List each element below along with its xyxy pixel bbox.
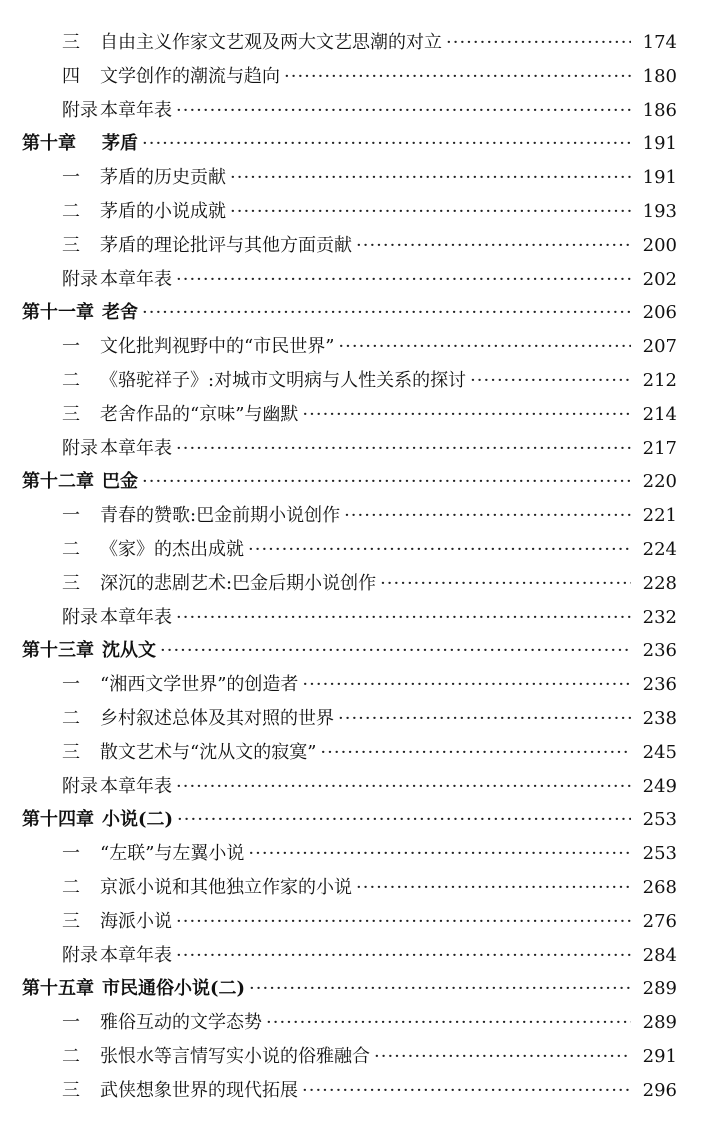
section-number: 三 [62, 403, 80, 425]
toc-section-row [0, 263, 708, 297]
toc-section-row [0, 499, 708, 533]
section-title: 本章年表 [100, 775, 172, 797]
table-of-contents [0, 26, 708, 1108]
chapter-number: 第十章 [22, 133, 76, 155]
dot-leader [356, 229, 631, 263]
chapter-number: 第十五章 [22, 978, 94, 1000]
page-number: 289 [642, 978, 677, 1000]
page-number: 284 [642, 944, 677, 966]
page-number: 207 [642, 336, 677, 358]
page-number: 220 [642, 471, 677, 493]
page-number: 221 [642, 505, 677, 527]
dot-leader [160, 634, 631, 668]
dot-leader [176, 770, 631, 804]
section-number: 二 [62, 538, 80, 560]
dot-leader [176, 432, 631, 466]
section-title: 本章年表 [100, 437, 172, 459]
section-number: 四 [62, 65, 80, 87]
dot-leader [302, 1074, 631, 1108]
page-number: 232 [642, 606, 677, 628]
chapter-number: 第十一章 [22, 302, 94, 324]
page-number: 202 [642, 268, 677, 290]
dot-leader [302, 398, 631, 432]
dot-leader [142, 127, 631, 161]
section-number: 一 [62, 167, 80, 189]
section-number: 附录 [62, 944, 98, 966]
dot-leader [302, 668, 631, 702]
section-number: 一 [62, 1012, 80, 1034]
page-number: 238 [642, 707, 677, 729]
section-title: “左联”与左翼小说 [100, 843, 245, 865]
chapter-number: 第十二章 [22, 471, 94, 493]
page-number: 268 [642, 876, 677, 898]
section-number: 一 [62, 336, 80, 358]
dot-leader [248, 837, 631, 871]
chapter-title: 沈从文 [102, 640, 156, 662]
chapter-title: 市民通俗小说(二) [102, 978, 246, 1000]
section-title: 文学创作的潮流与趋向 [100, 65, 280, 87]
section-number: 一 [62, 505, 80, 527]
chapter-number: 第十三章 [22, 640, 94, 662]
toc-chapter-row [0, 296, 708, 330]
section-title: 本章年表 [100, 268, 172, 290]
dot-leader [176, 94, 631, 128]
dot-leader [446, 26, 631, 60]
section-number: 附录 [62, 99, 98, 121]
dot-leader [249, 972, 631, 1006]
section-number: 附录 [62, 775, 98, 797]
dot-leader [470, 364, 631, 398]
section-title: 深沉的悲剧艺术:巴金后期小说创作 [100, 572, 377, 594]
toc-section-row [0, 94, 708, 128]
section-number: 二 [62, 200, 80, 222]
toc-section-row [0, 161, 708, 195]
page-number: 206 [642, 302, 677, 324]
page-number: 224 [642, 538, 677, 560]
page-number: 191 [642, 167, 677, 189]
toc-chapter-row [0, 803, 708, 837]
section-title: 本章年表 [100, 606, 172, 628]
dot-leader [356, 871, 631, 905]
toc-section-row [0, 905, 708, 939]
dot-leader [177, 803, 631, 837]
page-number: 236 [642, 674, 677, 696]
section-number: 二 [62, 1045, 80, 1067]
toc-section-row [0, 837, 708, 871]
section-title: 本章年表 [100, 99, 172, 121]
page-number: 291 [642, 1045, 677, 1067]
page-number: 186 [642, 99, 677, 121]
toc-section-row [0, 567, 708, 601]
dot-leader [320, 736, 631, 770]
section-number: 二 [62, 369, 80, 391]
section-number: 三 [62, 572, 80, 594]
toc-section-row [0, 1006, 708, 1040]
toc-section-row [0, 939, 708, 973]
page-number: 245 [642, 741, 677, 763]
dot-leader [338, 702, 631, 736]
page-number: 276 [642, 910, 677, 932]
page-number: 253 [642, 843, 677, 865]
page-number: 296 [642, 1079, 677, 1101]
toc-section-row [0, 871, 708, 905]
toc-section-row [0, 702, 708, 736]
toc-section-row [0, 533, 708, 567]
section-number: 三 [62, 1079, 80, 1101]
toc-section-row [0, 432, 708, 466]
toc-section-row [0, 229, 708, 263]
section-number: 三 [62, 741, 80, 763]
section-title: 《家》的杰出成就 [100, 538, 244, 560]
page-number: 214 [642, 403, 677, 425]
section-title: 乡村叙述总体及其对照的世界 [100, 707, 334, 729]
dot-leader [176, 939, 631, 973]
section-title: 本章年表 [100, 944, 172, 966]
section-title: 张恨水等言情写实小说的俗雅融合 [100, 1045, 370, 1067]
dot-leader [230, 195, 631, 229]
page-number: 217 [642, 437, 677, 459]
dot-leader [248, 533, 631, 567]
dot-leader [266, 1006, 631, 1040]
toc-section-row [0, 60, 708, 94]
dot-leader [338, 330, 631, 364]
section-title: 茅盾的历史贡献 [100, 167, 226, 189]
section-title: 老舍作品的“京味”与幽默 [100, 403, 299, 425]
section-number: 一 [62, 674, 80, 696]
page-number: 289 [642, 1012, 677, 1034]
section-title: 茅盾的理论批评与其他方面贡献 [100, 234, 352, 256]
page-number: 253 [642, 809, 677, 831]
chapter-number: 第十四章 [22, 809, 94, 831]
toc-section-row [0, 195, 708, 229]
section-title: 自由主义作家文艺观及两大文艺思潮的对立 [100, 32, 442, 53]
page-number: 249 [642, 775, 677, 797]
chapter-title: 茅盾 [102, 133, 138, 155]
dot-leader [176, 601, 631, 635]
section-title: 茅盾的小说成就 [100, 200, 226, 222]
toc-section-row [0, 26, 708, 60]
section-number: 三 [62, 234, 80, 256]
toc-chapter-row [0, 634, 708, 668]
section-title: “湘西文学世界”的创造者 [100, 674, 299, 696]
section-number: 附录 [62, 268, 98, 290]
page-number: 174 [642, 32, 677, 53]
toc-section-row [0, 770, 708, 804]
toc-chapter-row [0, 465, 708, 499]
chapter-title: 小说(二) [102, 809, 174, 831]
dot-leader [284, 60, 631, 94]
section-number: 二 [62, 876, 80, 898]
section-number: 三 [62, 32, 80, 53]
page-number: 236 [642, 640, 677, 662]
dot-leader [230, 161, 631, 195]
toc-chapter-row [0, 972, 708, 1006]
page-number: 228 [642, 572, 677, 594]
dot-leader [374, 1040, 631, 1074]
section-title: 《骆驼祥子》:对城市文明病与人性关系的探讨 [100, 369, 467, 391]
dot-leader [176, 263, 631, 297]
section-title: 青春的赞歌:巴金前期小说创作 [100, 505, 341, 527]
section-number: 二 [62, 707, 80, 729]
toc-section-row [0, 1040, 708, 1074]
toc-section-row [0, 398, 708, 432]
toc-section-row [0, 736, 708, 770]
toc-section-row [0, 1074, 708, 1108]
page-number: 193 [642, 200, 677, 222]
section-number: 三 [62, 910, 80, 932]
page-number: 180 [642, 65, 677, 87]
dot-leader [344, 499, 631, 533]
section-title: 武侠想象世界的现代拓展 [100, 1079, 298, 1101]
dot-leader [176, 905, 631, 939]
toc-section-row [0, 668, 708, 702]
dot-leader [142, 296, 631, 330]
section-number: 附录 [62, 437, 98, 459]
toc-chapter-row [0, 127, 708, 161]
section-title: 海派小说 [100, 910, 172, 932]
section-title: 雅俗互动的文学态势 [100, 1012, 262, 1034]
page-number: 191 [642, 133, 677, 155]
dot-leader [380, 567, 631, 601]
section-title: 文化批判视野中的“市民世界” [100, 336, 335, 358]
page-number: 200 [642, 234, 677, 256]
chapter-title: 老舍 [102, 302, 138, 324]
section-title: 京派小说和其他独立作家的小说 [100, 876, 352, 898]
chapter-title: 巴金 [102, 471, 138, 493]
toc-section-row [0, 601, 708, 635]
toc-section-row [0, 330, 708, 364]
dot-leader [142, 465, 631, 499]
section-title: 散文艺术与“沈从文的寂寞” [100, 741, 317, 763]
toc-section-row [0, 364, 708, 398]
page-number: 212 [642, 369, 677, 391]
section-number: 一 [62, 843, 80, 865]
section-number: 附录 [62, 606, 98, 628]
